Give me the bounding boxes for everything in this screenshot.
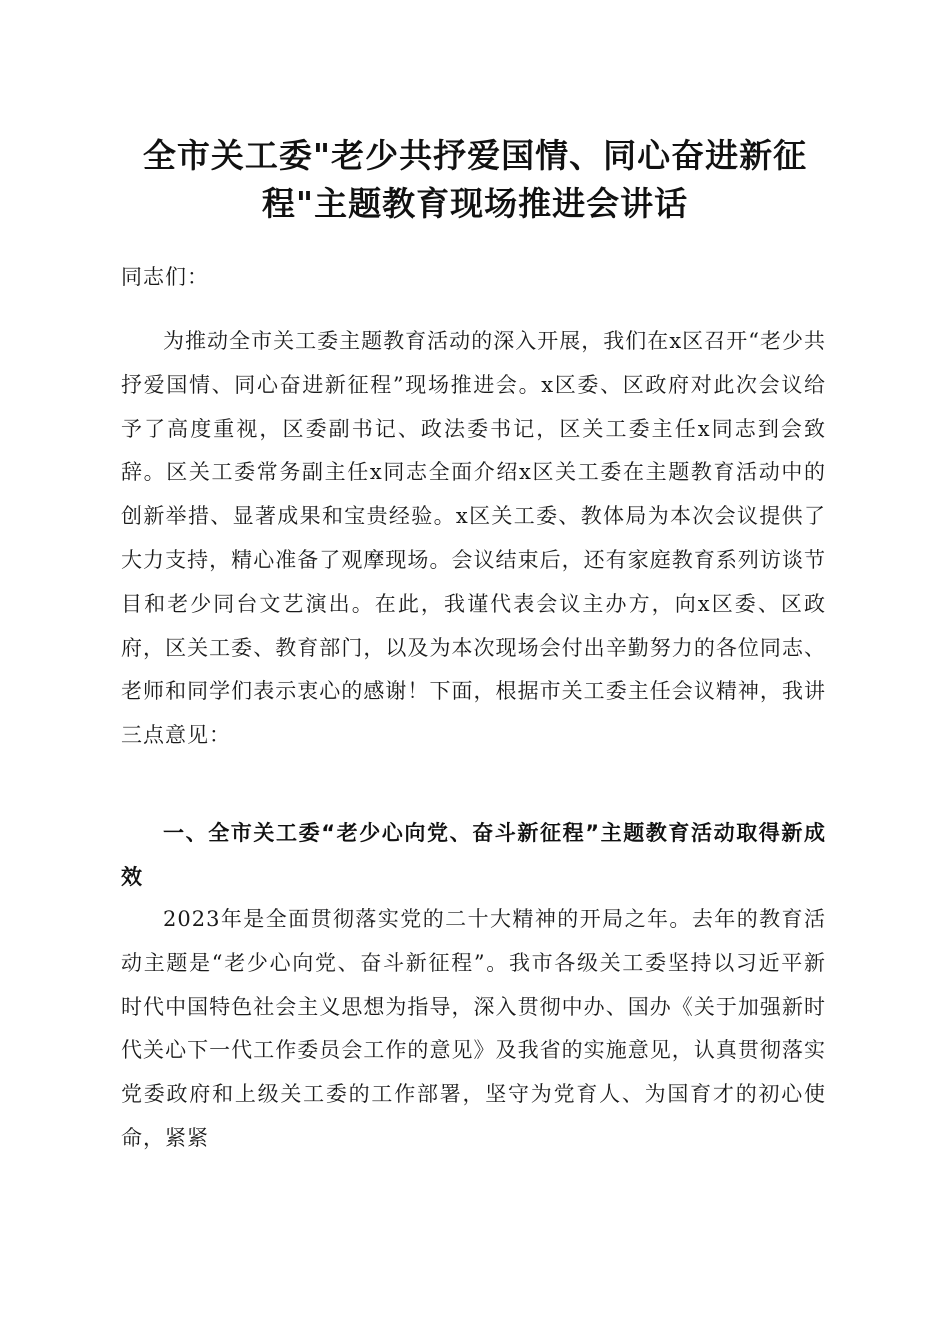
paragraph-section-1: 2023年是全面贯彻落实党的二十大精神的开局之年。去年的教育活动主题是“老少心向党、奋斗新征程”。我市各级关工委坚持以习近平新时代中国特色社会主义思想为指导，深入贯彻中办、国办《关于加强新时代关心下一代工作委员会工作的意见》及我省的实施意见，认真贯彻落实党委政府和上级关工委的工作部署，坚守为党育人、为国育才的初心使命，紧紧 [121, 907, 826, 1150]
document-title: 全市关工委"老少共抒爱国情、同心奋进新征程"主题教育现场推进会讲话 [142, 136, 808, 223]
section-heading-1: 一、全市关工委“老少心向党、奋斗新征程”主题教育活动取得新成效 [121, 821, 826, 889]
paragraph-opening: 为推动全市关工委主题教育活动的深入开展，我们在x区召开“老少共抒爱国情、同心奋进新征程”现场推进会。x区委、区政府对此次会议给予了高度重视，区委副书记、政法委书记，区关工委主任x同志到会致辞。区关工委常务副主任x同志全面介绍x区关工委在主题教育活动中的创新举措、显著成果和宝贵经验。x区关工委、教体局为本次会议提供了大力支持，精心准备了观摩现场。会议结束后，还有家庭教育系列访谈节目和老少同台文艺演出。在此，我谨代表会议主办方，向x区委、区政府，区关工委、教育部门，以及为本次现场会付出辛勤努力的各位同志、老师和同学们表示衷心的感谢！下面，根据市关工委主任会议精神，我讲三点意见： [121, 329, 826, 748]
salutation: 同志们： [121, 265, 209, 289]
